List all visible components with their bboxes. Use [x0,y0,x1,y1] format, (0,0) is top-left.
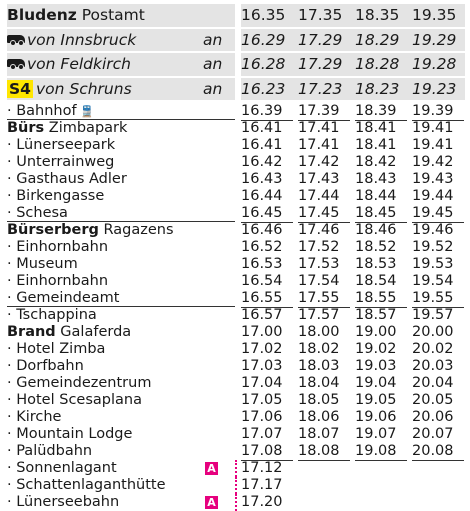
departure-time: 18.35 [355,6,400,24]
stop-time: 16.43 [241,171,283,187]
stop-time: 17.41 [298,137,340,153]
stop-time: 16.46 [241,222,283,238]
stop-row [7,154,465,171]
stop-time: 17.20 [241,494,283,510]
stop-name [7,443,235,460]
stop-bullet: · [7,154,17,170]
stop-time: 18.03 [298,358,340,374]
stop-time: 18.39 [355,103,407,121]
stop-time: 16.41 [241,137,283,153]
stop-time: 18.02 [298,341,340,357]
stop-row [7,443,465,460]
stop-time: 17.57 [298,307,340,323]
stop-name [7,290,235,307]
stop-row [7,205,465,222]
stop-label: Bahnhof [16,103,77,119]
stop-label: Unterrainweg [16,154,115,170]
stop-time: 17.41 [298,120,340,136]
stop-time: 17.53 [298,256,340,272]
stop-time: 18.04 [298,375,340,391]
stop-label: Zimbapark [44,120,128,136]
stop-label: Hotel Zimba [16,341,106,357]
stop-times [241,137,465,154]
stop-label: Galaferda [55,324,132,340]
stop-times [241,290,465,307]
stop-label: Ragazens [98,222,174,238]
departure-time: 16.35 [241,6,286,24]
stop-time: 16.52 [241,239,283,255]
stop-row [7,494,465,511]
stop-row [7,137,465,154]
stop-time: 18.57 [355,307,397,323]
arrival-time: 16.29 [241,30,286,49]
stop-bullet: · [7,256,17,272]
origin-row [7,4,465,27]
stop-time: 20.04 [412,375,454,391]
stop-row [7,358,465,375]
dotted-connector [235,460,237,477]
arrival-row [7,27,465,52]
stop-label: Lünerseebahn [16,494,120,510]
stop-name [7,358,235,375]
stop-time: 17.05 [241,392,283,408]
stop-time: 19.43 [412,171,454,187]
stop-bullet: · [7,188,17,204]
arrival-marker: an [203,55,223,73]
stop-name [7,494,235,511]
stop-time: 17.45 [298,205,350,223]
stop-row [7,307,465,324]
stop-times [241,171,465,188]
stop-row [7,239,465,256]
stop-bullet: · [7,460,17,476]
stop-name [7,273,235,290]
stop-row [7,256,465,273]
stop-bullet: · [7,137,17,153]
stop-time: 17.08 [241,443,293,461]
stop-time: 19.07 [355,426,397,442]
stop-time: 18.05 [298,392,340,408]
bus-wheel [18,40,24,46]
stop-bullet: · [7,358,17,374]
stop-label: Schattenlaganthütte [16,477,166,493]
stop-time: 16.45 [241,205,293,223]
stop-time: 20.03 [412,358,454,374]
stop-time: 20.02 [412,341,454,357]
stop-time: 19.04 [355,375,397,391]
stop-time: 19.53 [412,256,454,272]
stop-row [7,392,465,409]
arrival-time: 19.23 [412,79,457,98]
stop-bullet: · [7,443,17,459]
stop-time: 20.07 [412,426,454,442]
stop-time: 18.41 [355,137,397,153]
stop-time: 16.42 [241,154,283,170]
stop-row [7,477,465,494]
stop-bullet: · [7,171,17,187]
stop-name [7,460,235,477]
stop-time: 19.54 [412,273,454,289]
stop-bullet: · [7,375,17,391]
arrival-time: 19.29 [412,30,457,49]
stop-row [7,426,465,443]
stop-time: 19.08 [355,443,407,461]
stop-time: 19.46 [412,222,454,238]
stop-row [7,188,465,205]
arrival-time: 18.29 [355,30,400,49]
connection-arrivals [7,27,465,101]
origin-town: Bludenz [7,6,77,24]
stop-time: 17.00 [241,324,283,340]
stop-times [241,205,465,222]
stop-time: 16.55 [241,290,293,308]
arrival-time: 17.29 [298,55,343,73]
stop-name [7,188,235,205]
stop-time: 18.45 [355,205,407,223]
stop-name [7,171,235,188]
stop-times [241,154,465,171]
stop-time: 18.53 [355,256,397,272]
stop-time: 16.39 [241,103,293,121]
arrival-times [241,29,465,52]
stop-name [7,205,235,222]
bus-wheel [10,40,16,46]
stop-times [241,341,465,358]
stop-row [7,409,465,426]
stop-time: 17.46 [298,222,340,238]
stop-town: Brand [7,324,56,340]
s4-badge: S4 [9,79,31,98]
stop-time: 18.42 [355,154,397,170]
stop-row [7,222,465,239]
stop-time: 18.08 [298,443,350,461]
stop-label: Lünerseepark [16,137,116,153]
stop-times [241,239,465,256]
stop-times [241,120,465,137]
arrival-time: 16.28 [241,55,286,73]
stop-bullet: · [7,409,17,425]
stop-time: 19.55 [412,290,464,308]
stop-time: 18.06 [298,409,340,425]
stop-row [7,460,465,477]
stop-name [7,477,235,494]
stop-row [7,375,465,392]
stop-time: 18.00 [298,324,340,340]
stop-time: 18.46 [355,222,397,238]
stop-label: Hotel Scesaplana [16,392,142,408]
stop-times [241,103,465,120]
stop-row [7,273,465,290]
stop-times [241,494,465,511]
stop-name [7,239,235,256]
stop-time: 19.41 [412,120,454,136]
stop-name [7,409,235,426]
stop-label: Gemeindezentrum [16,375,152,391]
stop-times [241,324,465,341]
bus-icon [7,35,25,46]
stop-times [241,477,465,494]
stop-label: Mountain Lodge [16,426,133,442]
stop-time: 17.06 [241,409,283,425]
stop-row [7,341,465,358]
stop-times [241,426,465,443]
arrival-times [241,53,465,76]
stop-bullet: · [7,239,17,255]
origin-place: Postamt [76,6,145,24]
arrival-connection [7,78,235,101]
stop-bullet: · [7,494,17,510]
stop-label: Tschappina [16,307,97,323]
stop-time: 17.07 [241,426,283,442]
arrival-time: 19.28 [412,55,457,73]
stop-time: 19.05 [355,392,397,408]
stop-time: 19.06 [355,409,397,425]
stop-row [7,120,465,137]
stop-bullet: · [7,477,17,493]
origin-times [241,4,465,27]
train-icon: 🚆 [76,105,94,118]
stop-label: Palüdbahn [16,443,93,459]
stop-time: 16.53 [241,256,283,272]
restriction-marker: A [205,496,218,509]
stop-name [7,375,235,392]
stop-time: 20.05 [412,392,454,408]
stop-time: 20.08 [412,443,464,461]
arrival-time: 18.28 [355,55,400,73]
stop-time: 19.02 [355,341,397,357]
stop-bullet: · [7,103,17,119]
arrival-time: 17.29 [298,30,343,49]
stop-label: Gemeindeamt [16,290,120,306]
stop-time: 17.02 [241,341,283,357]
bus-icon [7,59,25,70]
stop-time: 19.03 [355,358,397,374]
stop-times [241,375,465,392]
stop-times [241,188,465,205]
arrival-marker: an [203,79,223,98]
departure-time: 17.35 [298,6,343,24]
arrival-connection [7,29,235,52]
dotted-connector [235,477,237,494]
stop-name [7,392,235,409]
stop-label: Einhornbahn [16,239,109,255]
stop-row [7,103,465,120]
stop-name [7,324,235,341]
stop-times [241,409,465,426]
stop-time: 17.42 [298,154,340,170]
dotted-connector [235,494,237,511]
origin-stop [7,4,235,27]
stop-times [241,358,465,375]
arrival-marker: an [203,30,223,49]
arrival-time: 17.23 [298,79,343,98]
stop-label: Museum [16,256,78,272]
stop-times [241,273,465,290]
stop-time: 19.44 [412,188,454,204]
stop-name [7,120,235,137]
stop-time: 18.07 [298,426,340,442]
arrival-time: 18.23 [355,79,400,98]
stop-bullet: · [7,205,17,221]
stop-label: Dorfbahn [16,358,84,374]
stop-time: 17.39 [298,103,350,121]
stop-time: 20.00 [412,324,454,340]
stop-name [7,256,235,273]
stop-times [241,443,465,460]
stop-bullet: · [7,341,17,357]
stop-time: 17.43 [298,171,340,187]
stop-time: 17.55 [298,290,350,308]
stop-times [241,307,465,324]
arrival-row [7,51,465,76]
arrival-label: von Innsbruck [27,30,137,49]
stop-time: 17.04 [241,375,283,391]
stop-times [241,256,465,273]
stop-bullet: · [7,392,17,408]
stop-time: 19.57 [412,307,454,323]
stop-label: Sonnenlagant [16,460,117,476]
stop-label: Birkengasse [16,188,105,204]
stop-time: 19.39 [412,103,464,121]
stop-label: Kirche [16,409,62,425]
stop-bullet: · [7,290,17,306]
stop-time: 16.54 [241,273,283,289]
stop-bullet: · [7,273,17,289]
stop-row [7,171,465,188]
departure-time: 19.35 [412,6,457,24]
stop-town: Bürs [7,120,45,136]
stop-bullet: · [7,307,17,323]
bus-wheel [18,64,24,70]
stop-time: 17.17 [241,477,283,493]
stop-name [7,137,235,154]
stop-name [7,341,235,358]
stop-row [7,324,465,341]
stop-time: 17.44 [298,188,340,204]
stop-bullet: · [7,426,17,442]
stop-time: 18.44 [355,188,397,204]
arrival-times [241,78,465,101]
arrival-row [7,76,465,101]
stop-time: 20.06 [412,409,454,425]
stop-time: 19.45 [412,205,464,223]
stop-time: 17.12 [241,460,283,476]
arrival-time: 16.23 [241,79,286,98]
arrival-label: von Schruns [35,79,132,98]
stop-time: 19.41 [412,137,454,153]
stop-label: Einhornbahn [16,273,109,289]
stop-label: Schesa [16,205,68,221]
stop-time: 17.03 [241,358,283,374]
stop-time: 16.44 [241,188,283,204]
stop-times [241,460,465,477]
stop-times [241,392,465,409]
stop-name [7,426,235,443]
stop-times [241,222,465,239]
stop-list [7,103,465,511]
timetable [7,4,465,511]
stop-time: 17.54 [298,273,340,289]
stop-time: 18.52 [355,239,397,255]
stop-time: 17.52 [298,239,340,255]
stop-time: 19.42 [412,154,454,170]
stop-time: 18.43 [355,171,397,187]
restriction-marker: A [205,462,218,475]
bus-wheel [10,64,16,70]
stop-town: Bürserberg [7,222,99,238]
arrival-connection [7,53,235,76]
stop-name [7,307,235,324]
stop-name [7,222,235,239]
stop-name [7,103,235,120]
stop-time: 16.41 [241,120,283,136]
stop-name [7,154,235,171]
stop-time: 19.00 [355,324,397,340]
stop-time: 19.52 [412,239,454,255]
arrival-label: von Feldkirch [27,55,132,73]
stop-label: Gasthaus Adler [16,171,127,187]
stop-row [7,290,465,307]
stop-time: 18.54 [355,273,397,289]
stop-time: 18.55 [355,290,407,308]
stop-time: 16.57 [241,307,283,323]
stop-time: 18.41 [355,120,397,136]
